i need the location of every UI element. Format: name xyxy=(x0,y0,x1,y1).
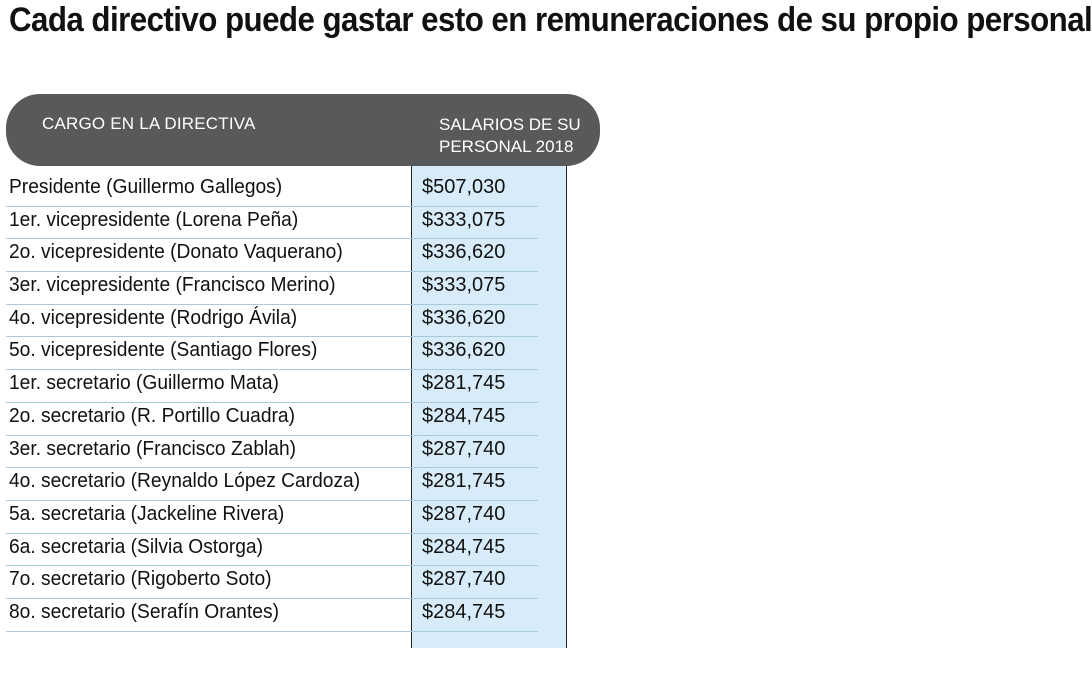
row-salario: $336,620 xyxy=(422,339,506,362)
table-row xyxy=(0,305,624,338)
row-cargo: 3er. secretario (Francisco Zablah) xyxy=(9,437,297,460)
column-header-salarios xyxy=(439,114,589,158)
row-salario: $333,075 xyxy=(422,208,506,231)
row-salario: $284,745 xyxy=(422,535,506,558)
row-salario: $284,745 xyxy=(422,404,506,427)
table-row xyxy=(0,436,624,469)
row-cargo: 6a. secretaria (Silvia Ostorga) xyxy=(9,535,263,558)
table-row xyxy=(0,370,624,403)
row-salario: $336,620 xyxy=(422,306,506,329)
table-row xyxy=(0,239,624,272)
table-row xyxy=(0,403,624,436)
table-row xyxy=(0,566,624,599)
row-salario: $287,740 xyxy=(422,502,506,525)
row-salario: $281,745 xyxy=(422,470,506,493)
table-row xyxy=(0,272,624,305)
row-cargo: 3er. vicepresidente (Francisco Merino) xyxy=(9,274,336,297)
row-salario: $333,075 xyxy=(422,274,506,297)
row-salario: $284,745 xyxy=(422,600,506,623)
table-row xyxy=(0,207,624,240)
row-cargo: 5o. vicepresidente (Santiago Flores) xyxy=(9,339,318,362)
table-row xyxy=(0,599,624,632)
row-cargo: 2o. vicepresidente (Donato Vaquerano) xyxy=(9,241,343,264)
row-cargo: 7o. secretario (Rigoberto Soto) xyxy=(9,568,272,591)
row-salario: $287,740 xyxy=(422,568,506,591)
row-cargo: 4o. secretario (Reynaldo López Cardoza) xyxy=(9,470,361,493)
column-header-salarios-line1: SALARIOS DE SU xyxy=(439,115,581,134)
row-cargo: 5a. secretaria (Jackeline Rivera) xyxy=(9,502,285,525)
table-row xyxy=(0,534,624,567)
table-header xyxy=(6,94,600,166)
row-cargo: 2o. secretario (R. Portillo Cuadra) xyxy=(9,404,295,427)
row-salario: $281,745 xyxy=(422,372,506,395)
row-salario: $336,620 xyxy=(422,241,506,264)
table-row xyxy=(0,468,624,501)
table-body xyxy=(0,174,624,632)
table-row xyxy=(0,337,624,370)
table-row xyxy=(0,174,624,207)
row-divider xyxy=(6,631,538,632)
column-header-salarios-line2: PERSONAL 2018 xyxy=(439,137,574,156)
row-cargo: 1er. secretario (Guillermo Mata) xyxy=(9,372,279,395)
page-title: Cada directivo puede gastar esto en remuneraciones de su propio personal xyxy=(9,1,1092,39)
table-row xyxy=(0,501,624,534)
row-cargo: Presidente (Guillermo Gallegos) xyxy=(9,176,283,198)
row-salario: $507,030 xyxy=(422,176,506,198)
row-cargo: 1er. vicepresidente (Lorena Peña) xyxy=(9,208,299,231)
row-cargo: 8o. secretario (Serafín Orantes) xyxy=(9,600,279,623)
row-salario: $287,740 xyxy=(422,437,506,460)
row-cargo: 4o. vicepresidente (Rodrigo Ávila) xyxy=(9,306,298,329)
column-header-cargo: CARGO EN LA DIRECTIVA xyxy=(42,114,256,133)
